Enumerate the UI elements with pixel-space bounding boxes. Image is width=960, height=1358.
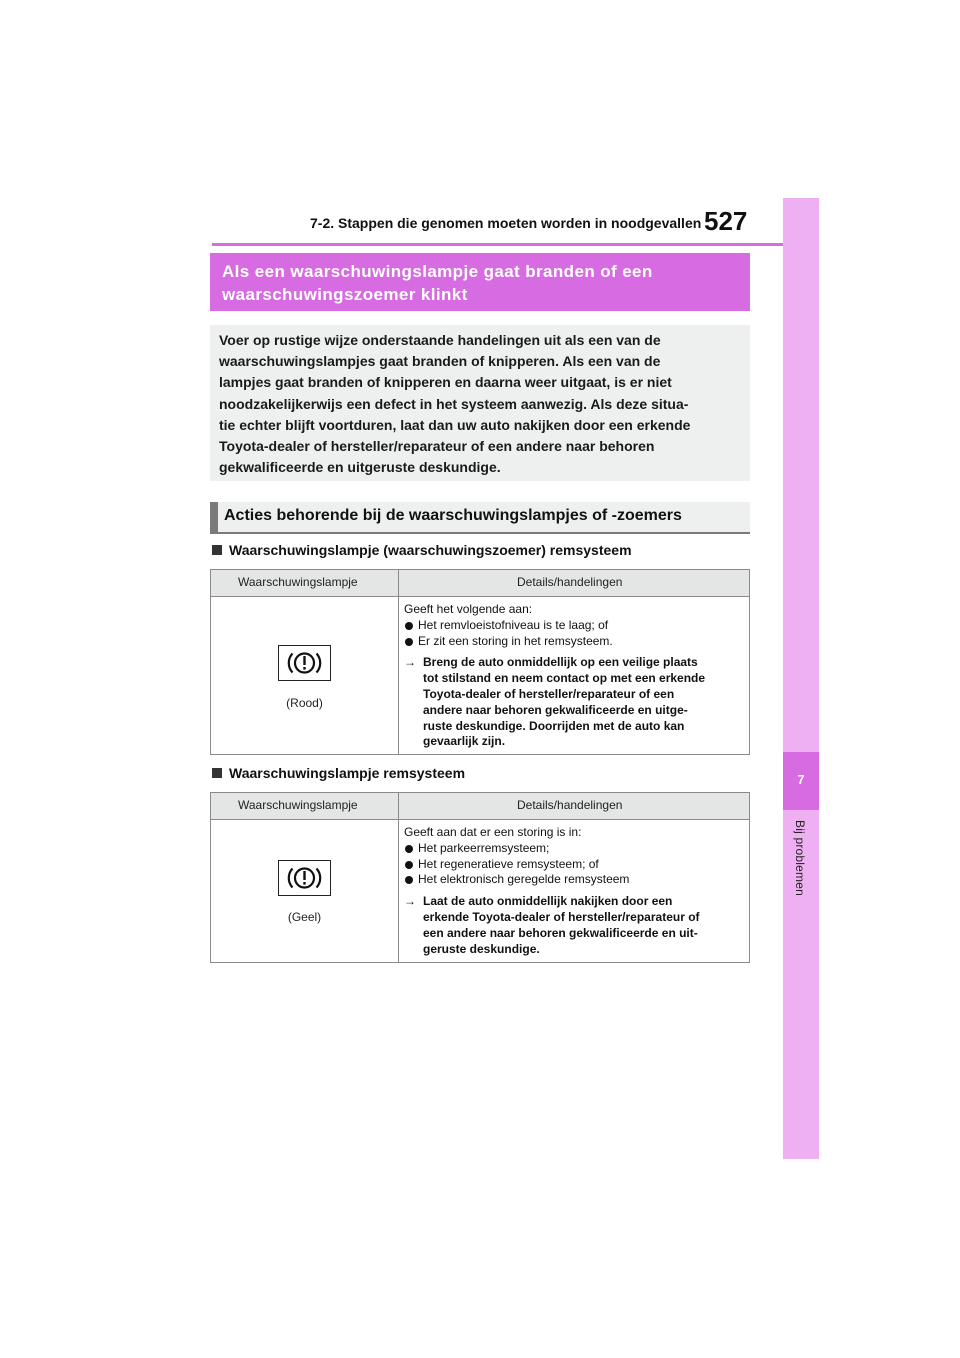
- warning-table-1: [210, 569, 750, 755]
- details-bullet: Het elektronisch geregelde remsysteem: [404, 872, 743, 888]
- chapter-label-box: [783, 820, 819, 940]
- intro-line: noodzakelijkerwijs een defect in het systeem aanwezig. Als deze situa-: [219, 395, 689, 412]
- intro-text: [210, 325, 750, 478]
- main-title-line1: Als een waarschuwingslampje gaat branden of een: [222, 262, 653, 281]
- intro-line: tie echter blijft voortduren, laat dan uw auto nakijken door een erkende: [219, 416, 691, 433]
- arrow-icon: →: [404, 894, 416, 909]
- main-title-box: [210, 253, 750, 311]
- subsection-heading-1: [212, 542, 632, 558]
- details-intro: Geeft het volgende aan:: [404, 602, 533, 616]
- brake-warning-icon-graphic: [279, 646, 330, 680]
- header-divider: [212, 243, 783, 246]
- action-line: ruste deskundige. Doorrijden met de auto kan: [423, 718, 685, 733]
- brake-warning-icon-graphic: [279, 861, 330, 895]
- square-bullet-icon: [212, 545, 222, 555]
- actions-heading: Acties behorende bij de waarschuwingslampjes of -zoemers: [224, 507, 682, 524]
- action-line: een andere naar behoren gekwalificeerde en uit-: [423, 925, 698, 940]
- column-divider: [398, 597, 399, 755]
- subsection-heading-2: [212, 765, 465, 781]
- details-bullet: Het parkeerremsysteem;: [404, 841, 743, 857]
- arrow-icon: →: [404, 655, 416, 670]
- subsection-heading-text: Waarschuwingslampje remsysteem: [229, 765, 466, 781]
- lamp-color-label: (Rood): [286, 696, 323, 710]
- subsection-heading-text: Waarschuwingslampje (waarschuwingszoemer) remsysteem: [229, 542, 632, 558]
- lamp-color-label: (Geel): [287, 910, 322, 924]
- chapter-label: Bij problemen: [793, 820, 807, 896]
- column-header-details: Details/handelingen: [517, 798, 623, 812]
- chapter-side-strip: [783, 198, 819, 1159]
- section-title: 7-2. Stappen die genomen moeten worden in noodgevallen: [310, 215, 702, 231]
- action-line: Toyota-dealer of hersteller/reparateur of een: [423, 686, 675, 701]
- brake-warning-icon: [278, 645, 331, 681]
- main-title: [210, 253, 750, 306]
- column-divider: [398, 820, 399, 963]
- details-bullet: Er zit een storing in het remsysteem.: [404, 634, 743, 650]
- intro-box: [210, 325, 750, 481]
- main-title-line2: waarschuwingszoemer klinkt: [222, 285, 468, 304]
- actions-heading-box: [210, 502, 750, 532]
- action-line: gevaarlijk zijn.: [423, 734, 506, 749]
- warning-table-2: [210, 792, 750, 963]
- actions-heading-underline: [210, 532, 750, 534]
- action-line: Breng de auto onmiddellijk op een veilige plaats: [423, 655, 698, 670]
- intro-line: Voer op rustige wijze onderstaande handelingen uit als een van de: [219, 332, 661, 348]
- column-divider: [398, 793, 399, 819]
- table-header: [211, 793, 749, 820]
- table-row: [211, 820, 749, 963]
- details-intro: Geeft aan dat er een storing is in:: [404, 825, 582, 839]
- details-cell: [404, 825, 743, 957]
- action-line: andere naar behoren gekwalificeerde en uitge-: [423, 702, 688, 717]
- details-bullet: Het regeneratieve remsysteem; of: [404, 857, 743, 873]
- details-cell: [404, 602, 743, 750]
- action-line: Laat de auto onmiddellijk nakijken door een: [423, 894, 673, 909]
- brake-warning-icon: [278, 860, 331, 896]
- action-line: erkende Toyota-dealer of hersteller/reparateur of: [423, 909, 700, 924]
- intro-line: lampjes gaat branden of knipperen en daarna weer uitgaat, is er niet: [219, 374, 672, 391]
- page-number: 527: [704, 206, 748, 236]
- action-line: tot stilstand en neem contact op met een erkende: [423, 671, 706, 686]
- table-row: [211, 597, 749, 755]
- action-line: geruste deskundige.: [423, 941, 540, 956]
- chapter-tab[interactable]: [783, 752, 819, 810]
- column-header-warning: Waarschuwingslampje: [238, 798, 358, 812]
- square-bullet-icon: [212, 768, 222, 778]
- details-action: [404, 655, 743, 750]
- intro-line: gekwalificeerde en uitgeruste deskundige.: [219, 459, 501, 476]
- details-bullet: Het remvloeistofniveau is te laag; of: [404, 618, 743, 634]
- intro-line: waarschuwingslampjes gaat branden of knipperen. Als een van de: [219, 353, 661, 370]
- column-divider: [398, 570, 399, 596]
- chapter-number: 7: [797, 772, 805, 787]
- column-header-details: Details/handelingen: [517, 575, 623, 589]
- column-header-warning: Waarschuwingslampje: [238, 575, 358, 589]
- details-action: [404, 894, 743, 957]
- intro-line: Toyota-dealer of hersteller/reparateur of een andere naar behoren: [219, 438, 655, 455]
- table-header: [211, 570, 749, 597]
